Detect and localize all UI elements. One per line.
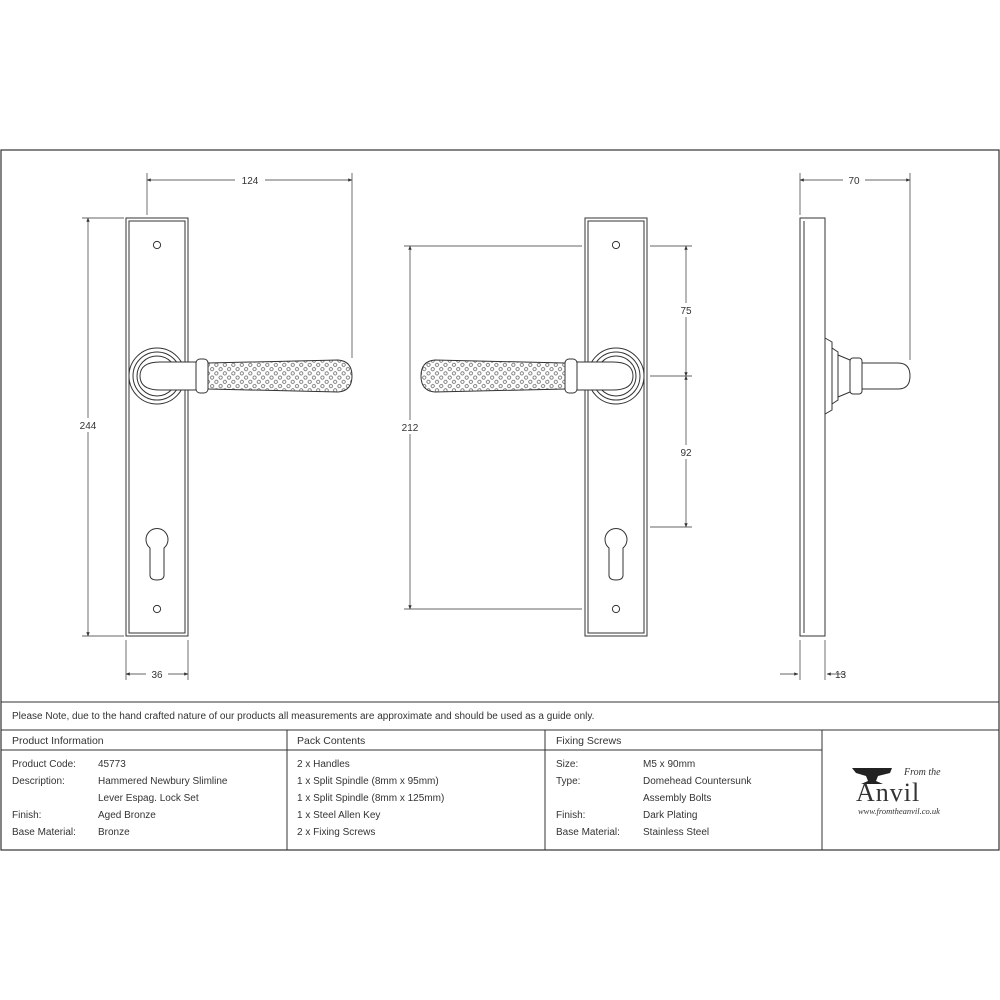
front-backplate-outer	[126, 218, 188, 636]
title-block	[1, 702, 999, 850]
screw-material-value: Stainless Steel	[643, 827, 710, 838]
description-value: Hammered Newbury Slimline	[98, 776, 228, 787]
rear-lever-collar	[565, 359, 577, 393]
dim-rear-height: 212	[401, 423, 419, 434]
product-code-value: 45773	[98, 759, 126, 770]
pack-item: 2 x Fixing Screws	[297, 827, 376, 838]
screw-finish-label: Finish:	[556, 810, 586, 821]
dim-side-depth: 13	[835, 670, 847, 681]
front-lever-neck	[140, 362, 196, 390]
screw-material-label: Base Material:	[556, 827, 620, 838]
rear-lever-grip	[421, 360, 565, 392]
dim-lower-centres: 92	[680, 448, 692, 459]
side-lever-collar	[850, 358, 862, 394]
side-lever-grip	[862, 363, 910, 389]
rear-view	[421, 218, 647, 636]
rear-dimensions	[398, 246, 696, 609]
front-dimensions	[78, 173, 352, 681]
pack-item: 1 x Steel Allen Key	[297, 810, 381, 821]
base-material-value: Bronze	[98, 827, 130, 838]
dim-upper-centres: 75	[680, 306, 692, 317]
measurement-note: Please Note, due to the hand crafted nature of our products all measurements are approximate and should be used as a guide only.	[12, 711, 595, 722]
screw-type-value-2: Assembly Bolts	[643, 793, 712, 804]
finish-label: Finish:	[12, 810, 42, 821]
pack-item: 1 x Split Spindle (8mm x 125mm)	[297, 793, 445, 804]
fixing-screws-heading: Fixing Screws	[556, 735, 622, 747]
side-view	[800, 218, 910, 636]
finish-value: Aged Bronze	[98, 810, 156, 821]
front-view	[126, 218, 352, 636]
logo-name: Anvil	[856, 778, 921, 807]
logo-tagline: From the	[904, 767, 941, 778]
pack-item: 2 x Handles	[297, 759, 350, 770]
dim-side-projection: 70	[848, 176, 860, 187]
brand-logo	[852, 767, 941, 816]
description-value-2: Lever Espag. Lock Set	[98, 793, 199, 804]
front-lever-collar	[196, 359, 208, 393]
description-label: Description:	[12, 776, 65, 787]
rear-backplate-outer	[585, 218, 647, 636]
side-rose	[825, 338, 832, 414]
screw-finish-value: Dark Plating	[643, 810, 698, 821]
product-info-heading: Product Information	[12, 735, 104, 747]
dim-front-width: 124	[241, 176, 259, 187]
rear-lever-neck	[577, 362, 633, 390]
dim-front-height: 244	[79, 421, 97, 432]
base-material-label: Base Material:	[12, 827, 76, 838]
screw-size-label: Size:	[556, 759, 579, 770]
screw-type-label: Type:	[556, 776, 581, 787]
product-code-label: Product Code:	[12, 759, 76, 770]
logo-url: www.fromtheanvil.co.uk	[858, 806, 940, 816]
pack-contents-heading: Pack Contents	[297, 735, 366, 747]
front-lever-grip	[208, 360, 352, 392]
screw-type-value: Domehead Countersunk	[643, 776, 752, 787]
screw-size-value: M5 x 90mm	[643, 759, 696, 770]
pack-item: 1 x Split Spindle (8mm x 95mm)	[297, 776, 439, 787]
dim-plate-width: 36	[151, 670, 163, 681]
